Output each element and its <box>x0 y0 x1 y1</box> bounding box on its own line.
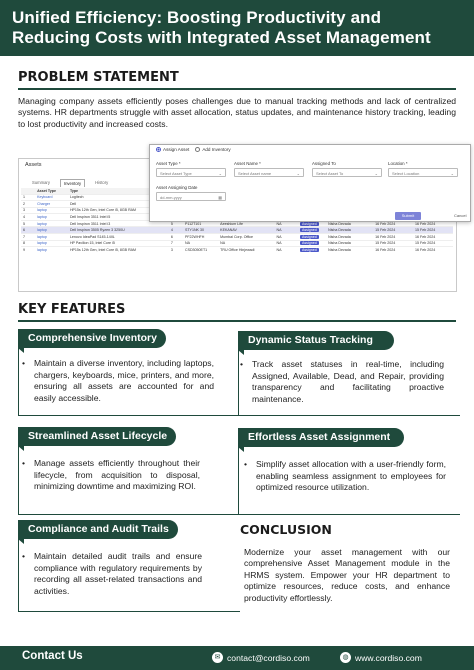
assigned-to-select[interactable]: Select Asset To ⌄ <box>312 168 382 177</box>
mode-radio-group <box>156 147 231 152</box>
asset-name-select[interactable]: Select Asset name ⌄ <box>234 168 304 177</box>
chevron-down-icon: ⌄ <box>450 171 454 176</box>
card-title-dynamic-status-tracking: Dynamic Status Tracking <box>238 331 394 350</box>
radio-assign-asset[interactable]: Assign Asset <box>156 147 189 152</box>
bullet-icon: • <box>22 358 26 368</box>
assign-asset-modal <box>149 144 471 222</box>
page-header <box>0 0 474 56</box>
status-badge: Assigned <box>301 234 317 239</box>
bullet-icon: • <box>22 551 26 561</box>
table-row[interactable]: 9 laptop HP15s 12th Gen, Intel Core i5, 8GB RAM 3 CSD3050ET1 TRU Office Hinjewadi NA Assigned Nisha Devada 16 Feb 2024 16 Feb 2024 <box>21 247 453 254</box>
problem-text: Managing company assets efficiently poses challenges due to manual tracking methods and lack of centralized systems. HR departments struggle with asset allocation, status updates, and maintenance history tracking, leading to lost productivity and increased costs. <box>18 96 456 129</box>
card-bullet-streamlined-asset-lifecycle: • Manage assets efficiently throughout their lifecycle, from acquisition to disposal, minimizing downtime and maximizing ROI. <box>22 458 200 492</box>
table-row[interactable]: 2 Charger Dell <box>21 201 453 208</box>
page-title <box>0 0 474 48</box>
status-badge: Assigned <box>301 221 317 226</box>
contact-us-label: Contact Us <box>22 650 83 662</box>
table-row[interactable]: 1 Keyboard Logitech <box>21 194 453 201</box>
email-text[interactable]: contact@cordiso.com <box>227 652 310 663</box>
assigning-date-input[interactable]: dd-mm-yyyy ▦ <box>156 192 226 201</box>
radio-add-inventory[interactable]: Add Inventory <box>195 147 230 152</box>
title-line-1: Unified Efficiency: Boosting Productivity and <box>12 8 382 27</box>
card-bullet-effortless-asset-assignment: • Simplify asset allocation with a user-friendly form, enabling seamless assignment to employees for optimized resource utilization. <box>244 459 446 493</box>
website-text[interactable]: www.cordiso.com <box>355 652 422 663</box>
table-row[interactable]: 8 laptop HP Pavilion 15, Intel Core i5 7 NA NA NA Assigned Nisha Devada 15 Feb 2024 15 Feb 2024 <box>21 240 453 247</box>
globe-icon: ◍ <box>340 652 351 663</box>
table-row[interactable]: 6 laptop Dell Inspiron 3505 Ryzen 3 3250U 4 STY1NK 30 KEKANAV NA Assigned Nisha Devada 15 Feb 2024 15 Feb 2024 <box>21 227 453 234</box>
bullet-icon: • <box>22 458 26 468</box>
app-tabs <box>29 179 111 187</box>
table-row[interactable]: 7 laptop Lenovo IdeaPad S145-14IIL 6 PF22WHFH Mumbai Corp. Office NA Assigned Nisha Devada 16 Feb 2024 16 Feb 2024 <box>21 234 453 241</box>
card-bullet-compliance-and-audit-trails: • Maintain detailed audit trails and ensure compliance with regulatory requirements by recording all asset-related transactions and activities. <box>22 551 202 596</box>
asset-name-field: Asset Name * Select Asset name ⌄ <box>234 161 304 177</box>
footer-website[interactable] <box>340 652 422 663</box>
radio-unchecked-icon <box>195 147 200 152</box>
asset-type-field: Asset Type * Select Asset Type ⌄ <box>156 161 226 177</box>
chevron-down-icon: ⌄ <box>374 171 378 176</box>
problem-divider <box>18 88 456 90</box>
app-title: Assets <box>25 162 42 168</box>
problem-heading: PROBLEM STATEMENT <box>18 70 179 85</box>
status-badge: Assigned <box>301 241 317 246</box>
card-bullet-dynamic-status-tracking: • Track asset statuses in real-time, including Assigned, Available, Dead, and Repair, providing transparency and facilitating proactive maintenance. <box>240 359 444 404</box>
assigning-date-field: Asset Assigning Date dd-mm-yyyy ▦ <box>156 185 226 201</box>
features-divider <box>18 320 456 322</box>
radio-checked-icon <box>156 147 161 152</box>
asset-module-screenshot <box>18 144 467 292</box>
col-type: Type <box>68 188 169 194</box>
status-badge: Assigned <box>301 228 317 233</box>
table-row[interactable]: 4 laptop Dell Inspiron 3511 Intel i5 <box>21 214 453 221</box>
status-badge: Assigned <box>301 248 317 253</box>
footer-email[interactable] <box>212 652 310 663</box>
table-row[interactable]: 3 laptop HP15s 12th Gen, Intel Core i5, 8GB RAM <box>21 207 453 214</box>
calendar-icon: ▦ <box>218 195 222 200</box>
card-title-streamlined-asset-lifecycle: Streamlined Asset Lifecycle <box>18 427 176 446</box>
card-title-effortless-asset-assignment: Effortless Asset Assignment <box>238 428 404 447</box>
features-heading: KEY FEATURES <box>18 302 126 317</box>
card-title-comprehensive-inventory: Comprehensive Inventory <box>18 329 166 348</box>
conclusion-heading: CONCLUSION <box>240 522 332 537</box>
chevron-down-icon: ⌄ <box>296 171 300 176</box>
page-footer <box>0 646 474 670</box>
bullet-icon: • <box>244 459 248 469</box>
cancel-button[interactable]: Cancel <box>454 213 467 218</box>
tab-inventory[interactable]: Inventory <box>60 179 85 187</box>
table-row[interactable]: 5 laptop Dell Inspiron 3511 Intel i3 5 P112T101 Aeeshium Life NA Assigned Nisha Devada 16 Feb 2024 16 Feb 2024 <box>21 220 453 227</box>
submit-button[interactable]: Submit <box>395 212 421 220</box>
tab-summary[interactable]: Summary <box>32 180 50 185</box>
location-select[interactable]: Select Location ⌄ <box>388 168 458 177</box>
card-title-compliance-and-audit-trails: Compliance and Audit Trails <box>18 520 178 539</box>
card-bullet-comprehensive-inventory: • Maintain a diverse inventory, including laptops, chargers, keyboards, mice, printers, and more, ensuring all assets are accounted for and easily accessible. <box>22 358 214 403</box>
conclusion-text: Modernize your asset management with our comprehensive Asset Management module in the HRMS system. Empower your HR department to optimize resources, reduce costs, and enhance productivity effortlessly. <box>244 547 450 603</box>
title-line-2: Reducing Costs with Integrated Asset Management <box>12 28 431 47</box>
chevron-down-icon: ⌄ <box>218 171 222 176</box>
col-asset-type: Asset Type <box>35 188 68 194</box>
assigned-to-field: Assigned To Select Asset To ⌄ <box>312 161 382 177</box>
envelope-icon: ✉ <box>212 652 223 663</box>
bullet-icon: • <box>240 359 244 369</box>
location-field: Location * Select Location ⌄ <box>388 161 458 177</box>
asset-type-select[interactable]: Select Asset Type ⌄ <box>156 168 226 177</box>
tab-history[interactable]: History <box>95 180 109 185</box>
